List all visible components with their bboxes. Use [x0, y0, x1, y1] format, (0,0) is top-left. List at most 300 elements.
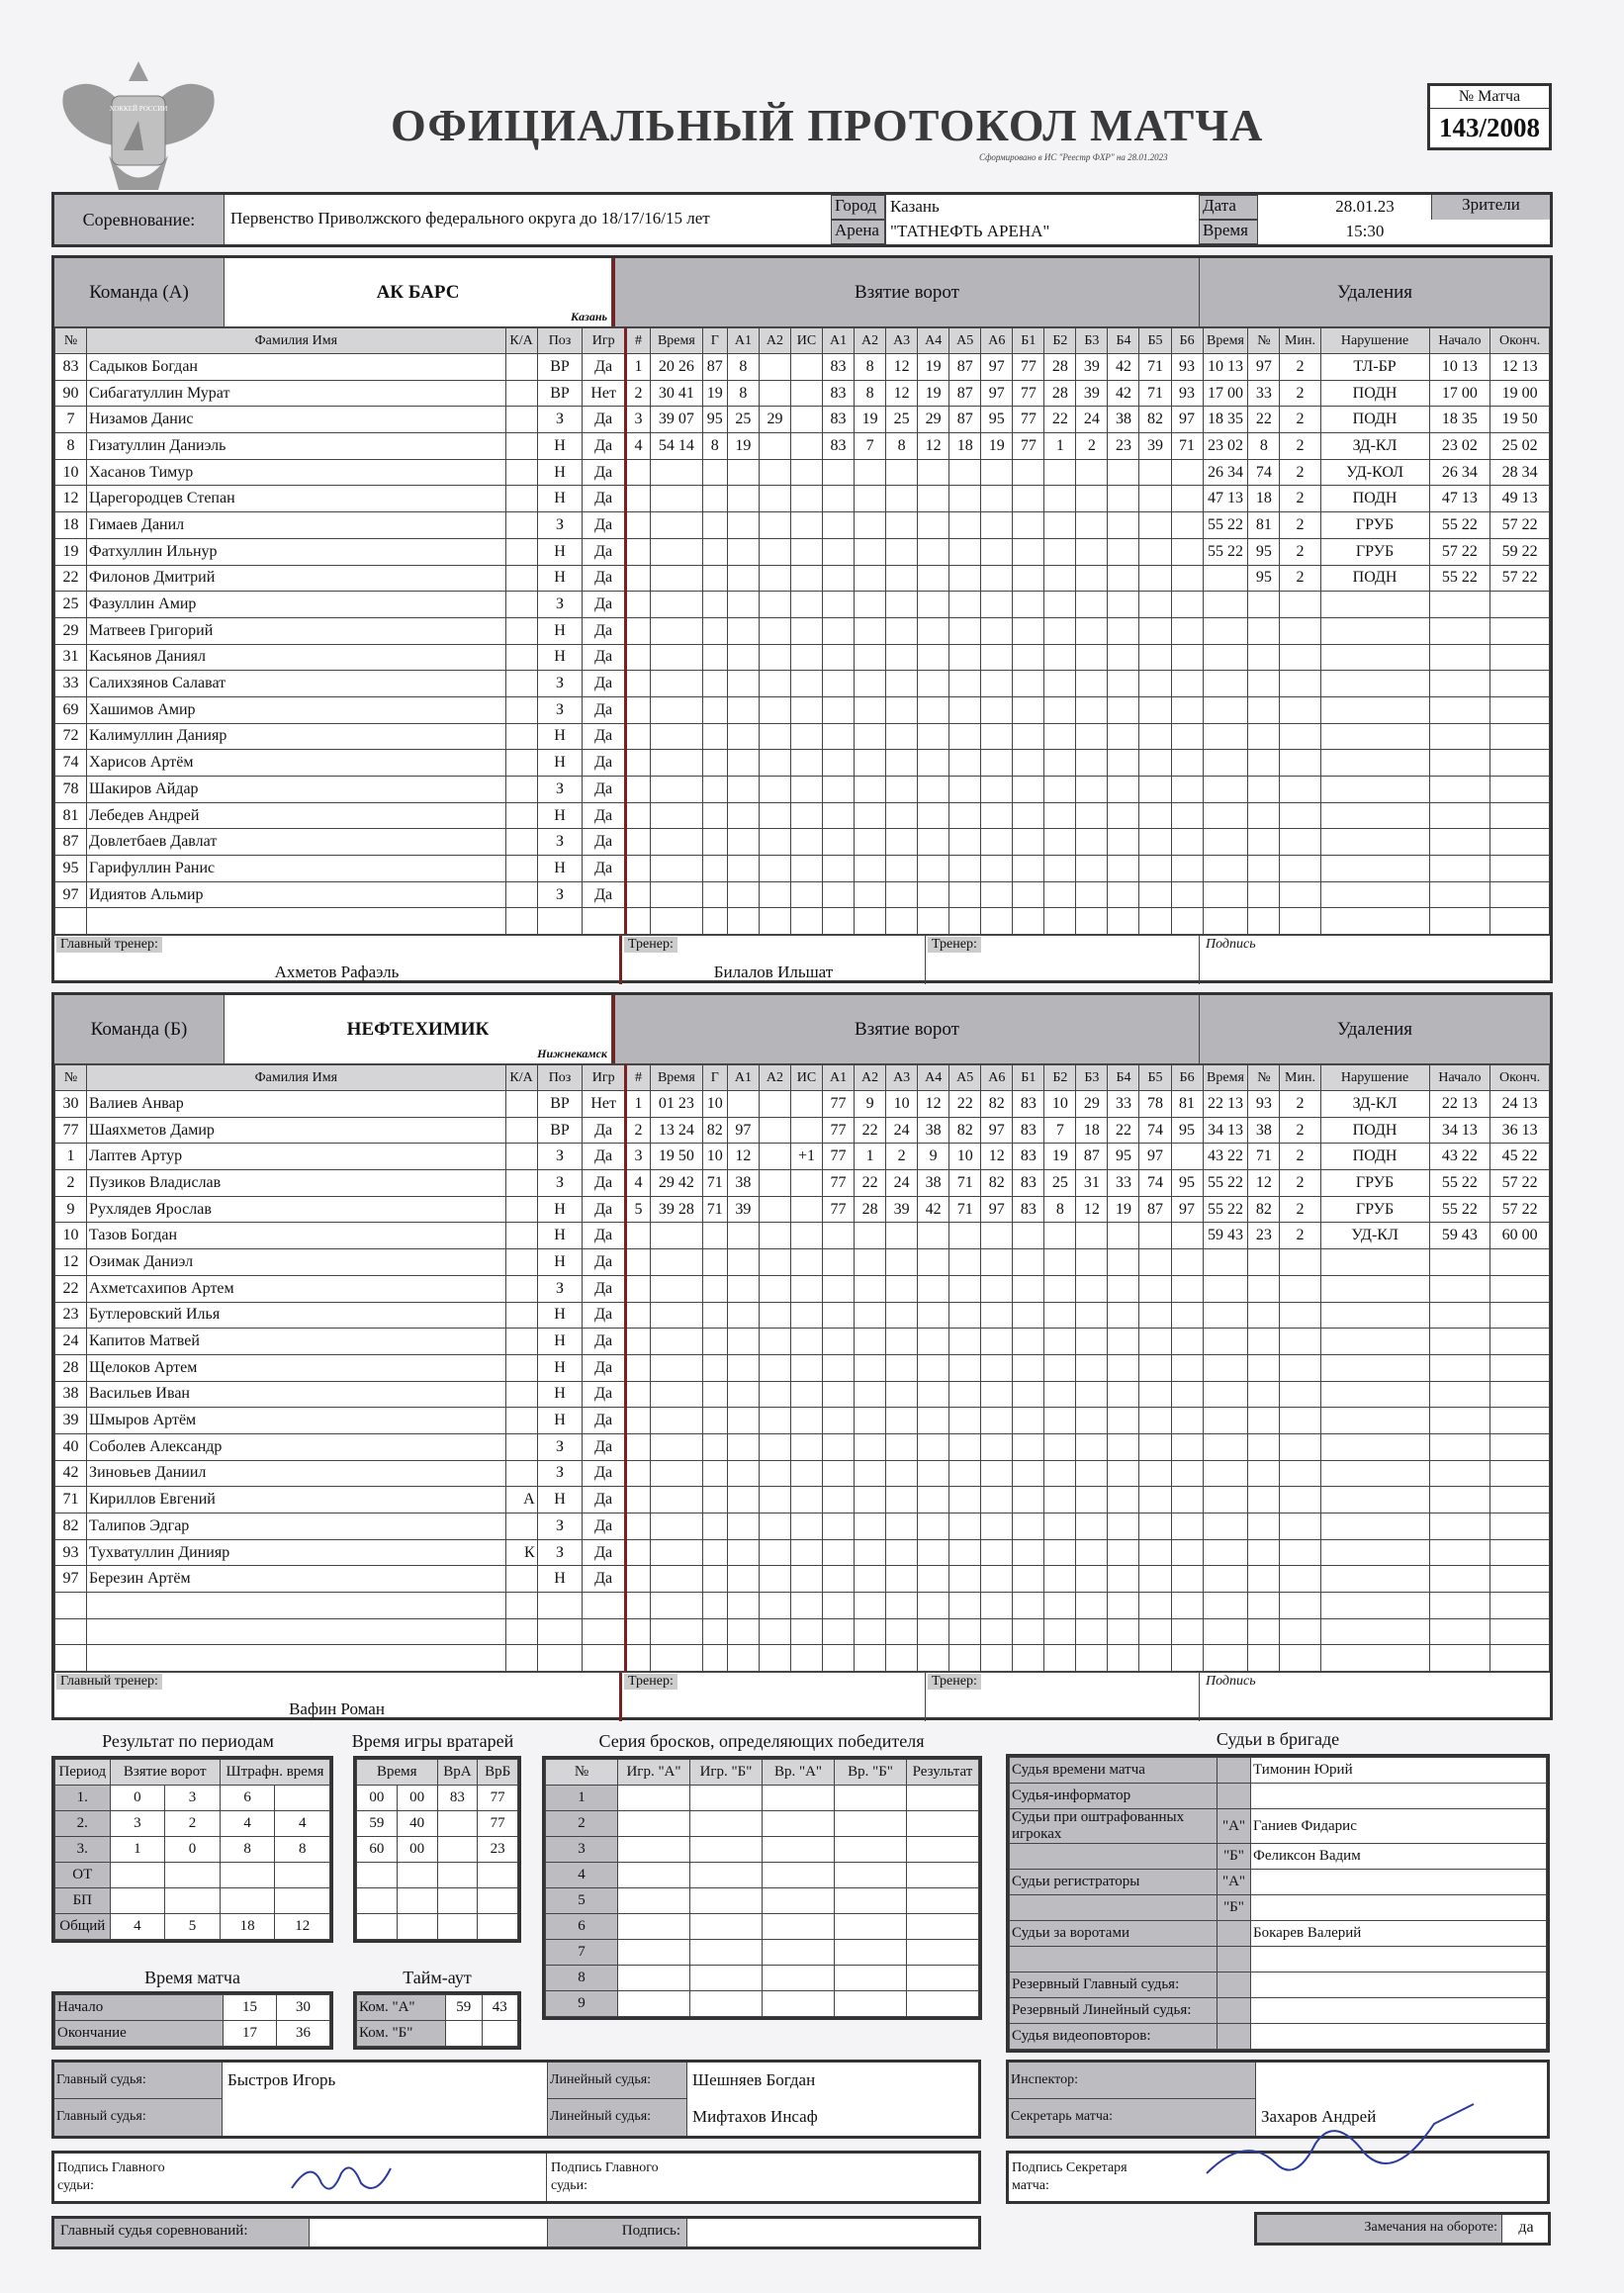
- player-cell: З: [537, 512, 583, 539]
- goalie-cell: [397, 1888, 437, 1914]
- goal-cell: [1171, 565, 1203, 592]
- goal-cell: [702, 1354, 727, 1381]
- player-cell: [87, 908, 506, 935]
- goal-cell: 18: [949, 433, 981, 460]
- penalty-cell: [1320, 1354, 1429, 1381]
- penalty-cell: [1280, 1302, 1320, 1329]
- goal-cell: [790, 617, 822, 644]
- penalty-cell: [1320, 856, 1429, 882]
- player-cell: Да: [583, 881, 625, 908]
- table-row: [55, 829, 1550, 856]
- col-header: Нарушение: [1320, 328, 1429, 354]
- penalty-cell: [1320, 750, 1429, 777]
- penalty-cell: 45 22: [1490, 1144, 1550, 1170]
- player-cell: Да: [583, 512, 625, 539]
- player-cell: Низамов Данис: [87, 407, 506, 433]
- table-row: [55, 856, 1550, 882]
- goal-cell: [759, 617, 790, 644]
- player-cell: [55, 908, 87, 935]
- goal-cell: [1013, 1302, 1044, 1329]
- goal-cell: [1139, 1275, 1171, 1302]
- signature-main-label: Подпись Главного судьи:: [57, 2160, 165, 2193]
- goal-cell: [1044, 802, 1076, 829]
- table-row: [1010, 1758, 1547, 1784]
- period-cell: 1.: [55, 1786, 111, 1811]
- goal-cell: [981, 1249, 1013, 1276]
- goal-cell: [1108, 459, 1139, 486]
- goal-cell: [949, 723, 981, 750]
- col-header: Б1: [1013, 1065, 1044, 1091]
- col-header: А6: [981, 1065, 1013, 1091]
- goal-cell: [1044, 1408, 1076, 1434]
- match-time-title: Время матча: [144, 1968, 240, 1987]
- goal-cell: [823, 538, 855, 565]
- goal-cell: [1044, 1645, 1076, 1672]
- player-cell: Рухлядев Ярослав: [87, 1196, 506, 1223]
- timeout-b-s: [482, 2021, 518, 2047]
- player-cell: Васильев Иван: [87, 1381, 506, 1408]
- penalty-cell: [1203, 696, 1248, 723]
- penalty-cell: [1203, 1433, 1248, 1460]
- goal-cell: 77: [823, 1196, 855, 1223]
- player-cell: Тазов Богдан: [87, 1223, 506, 1249]
- goal-cell: 39 07: [651, 407, 703, 433]
- signature-label: Подпись: [1206, 1674, 1256, 1690]
- player-cell: Шакиров Айдар: [87, 777, 506, 803]
- penalty-cell: [1203, 1408, 1248, 1434]
- penalty-cell: ГРУБ: [1320, 512, 1429, 539]
- penalty-cell: 55 22: [1429, 565, 1490, 592]
- goal-cell: [727, 1460, 759, 1487]
- player-cell: [505, 1091, 537, 1118]
- goal-cell: [727, 908, 759, 935]
- goal-cell: [949, 644, 981, 671]
- document-title: ОФИЦИАЛЬНЫЙ ПРОТОКОЛ МАТЧА: [391, 100, 1264, 150]
- goal-cell: [1013, 565, 1044, 592]
- goal-cell: 97: [1171, 1196, 1203, 1223]
- goal-cell: [886, 1618, 918, 1645]
- goal-cell: [651, 750, 703, 777]
- player-cell: 42: [55, 1460, 87, 1487]
- goal-cell: [981, 644, 1013, 671]
- table-row: [55, 1408, 1550, 1434]
- official-name: Тимонин Юрий: [1251, 1758, 1547, 1784]
- goal-cell: [759, 1091, 790, 1118]
- penalty-cell: 57 22: [1490, 1170, 1550, 1197]
- goal-cell: [625, 1275, 650, 1302]
- penalty-cell: 2: [1280, 1196, 1320, 1223]
- goal-cell: 38: [918, 1117, 949, 1144]
- referee-signature: [282, 2154, 440, 2203]
- player-cell: 9: [55, 1196, 87, 1223]
- official-name: [1251, 1870, 1547, 1895]
- player-cell: З: [537, 696, 583, 723]
- goal-cell: [918, 644, 949, 671]
- goal-cell: [1076, 644, 1108, 671]
- team-label: Команда (А): [54, 258, 225, 326]
- goal-cell: [1044, 1513, 1076, 1540]
- col-header: Период: [55, 1760, 111, 1786]
- player-cell: Да: [583, 777, 625, 803]
- goal-cell: [727, 671, 759, 697]
- goal-cell: 93: [1171, 354, 1203, 381]
- goal-cell: [949, 829, 981, 856]
- col-header: А5: [949, 1065, 981, 1091]
- goal-cell: [918, 723, 949, 750]
- goal-cell: [1108, 829, 1139, 856]
- goal-cell: [918, 565, 949, 592]
- penalty-cell: [1203, 1302, 1248, 1329]
- penalty-cell: 55 22: [1429, 1196, 1490, 1223]
- goal-cell: [949, 1460, 981, 1487]
- goal-cell: [855, 1566, 886, 1593]
- table-row: [55, 486, 1550, 512]
- goal-cell: 8: [727, 380, 759, 407]
- penalty-cell: [1248, 1460, 1280, 1487]
- penalty-cell: [1203, 1618, 1248, 1645]
- goal-cell: [1013, 750, 1044, 777]
- goal-cell: [1076, 750, 1108, 777]
- team-city: Казань: [571, 310, 607, 323]
- goal-cell: [886, 777, 918, 803]
- player-cell: З: [537, 407, 583, 433]
- penalty-cell: [1320, 723, 1429, 750]
- goal-cell: [651, 1223, 703, 1249]
- goal-cell: [625, 617, 650, 644]
- goal-cell: [790, 1196, 822, 1223]
- date-value: 28.01.23: [1335, 197, 1395, 216]
- col-header: А1: [823, 1065, 855, 1091]
- col-header: Игр: [583, 328, 625, 354]
- col-header: ИС: [790, 328, 822, 354]
- goal-cell: [790, 1170, 822, 1197]
- goal-cell: 82: [949, 1117, 981, 1144]
- penalty-cell: [1203, 1275, 1248, 1302]
- col-header: ВрА: [437, 1760, 478, 1786]
- goal-cell: 22: [1044, 407, 1076, 433]
- player-cell: Да: [583, 1513, 625, 1540]
- player-cell: З: [537, 671, 583, 697]
- goal-cell: [625, 1645, 650, 1672]
- goal-cell: [1139, 1539, 1171, 1566]
- player-cell: [505, 592, 537, 618]
- head-coach-label: Главный тренер:: [56, 1674, 162, 1690]
- goal-cell: [823, 1645, 855, 1672]
- official-role: [1010, 1895, 1218, 1921]
- table-row: [55, 1513, 1550, 1540]
- penalty-cell: [1320, 908, 1429, 935]
- player-cell: Да: [583, 617, 625, 644]
- col-header: А4: [918, 328, 949, 354]
- head-coach: Ахметов Рафаэль: [274, 963, 400, 982]
- goal-cell: [790, 1433, 822, 1460]
- goal-cell: [823, 565, 855, 592]
- goal-cell: 87: [949, 380, 981, 407]
- penalty-cell: [1429, 723, 1490, 750]
- goal-cell: [625, 750, 650, 777]
- goal-cell: [727, 1091, 759, 1118]
- player-cell: ВР: [537, 354, 583, 381]
- goal-cell: [886, 671, 918, 697]
- table-row: [546, 1786, 979, 1811]
- goal-cell: [949, 908, 981, 935]
- player-cell: Фатхуллин Ильнур: [87, 538, 506, 565]
- player-cell: Н: [537, 617, 583, 644]
- player-cell: Щелоков Артем: [87, 1354, 506, 1381]
- col-header: А6: [981, 328, 1013, 354]
- goal-cell: [1076, 1566, 1108, 1593]
- goal-cell: [1139, 1249, 1171, 1276]
- player-cell: 40: [55, 1433, 87, 1460]
- goal-cell: [886, 1433, 918, 1460]
- goals-heading: Взятие ворот: [612, 995, 1200, 1063]
- col-header: Б2: [1044, 328, 1076, 354]
- goal-cell: 13 24: [651, 1117, 703, 1144]
- timeout-a-s: 43: [482, 1995, 518, 2021]
- coach2-label: Тренер:: [928, 937, 981, 953]
- player-cell: 95: [55, 856, 87, 882]
- goal-cell: 22: [855, 1170, 886, 1197]
- arena-label: Арена: [831, 220, 885, 244]
- goal-cell: [1044, 459, 1076, 486]
- penalty-cell: ПОДН: [1320, 380, 1429, 407]
- goal-cell: [1108, 1249, 1139, 1276]
- goal-cell: 87: [1139, 1196, 1171, 1223]
- penalty-cell: 34 13: [1429, 1117, 1490, 1144]
- penalty-cell: [1203, 1593, 1248, 1619]
- player-cell: 39: [55, 1408, 87, 1434]
- goal-cell: 87: [949, 354, 981, 381]
- period-cell: [220, 1888, 275, 1914]
- goal-cell: [918, 538, 949, 565]
- official-role: Судья видеоповторов:: [1010, 2024, 1218, 2050]
- player-cell: З: [537, 881, 583, 908]
- line-referee-2: Мифтахов Инсаф: [692, 2107, 818, 2126]
- player-cell: Да: [583, 1249, 625, 1276]
- goal-cell: [790, 881, 822, 908]
- goal-cell: [1013, 1618, 1044, 1645]
- timeout-title: Тайм-аут: [403, 1968, 472, 1987]
- col-header: Б1: [1013, 328, 1044, 354]
- penalty-cell: [1248, 671, 1280, 697]
- table-row: [55, 1837, 330, 1863]
- col-header: №: [1248, 328, 1280, 354]
- player-cell: А: [505, 1487, 537, 1513]
- penalty-cell: [1429, 750, 1490, 777]
- goal-cell: [1108, 1354, 1139, 1381]
- period-cell: 0: [110, 1786, 165, 1811]
- goal-cell: [855, 723, 886, 750]
- goal-cell: 93: [1171, 380, 1203, 407]
- goal-cell: [1076, 1354, 1108, 1381]
- goal-cell: [727, 1408, 759, 1434]
- goal-cell: [1076, 1249, 1108, 1276]
- player-cell: Да: [583, 1144, 625, 1170]
- player-cell: [505, 671, 537, 697]
- goal-cell: [918, 1433, 949, 1460]
- goal-cell: [1013, 1433, 1044, 1460]
- goal-cell: [1108, 1618, 1139, 1645]
- goal-cell: [702, 1329, 727, 1355]
- penalty-cell: 2: [1280, 1223, 1320, 1249]
- arena-value: "ТАТНЕФТЬ АРЕНА": [890, 222, 1050, 240]
- penalty-cell: [1248, 802, 1280, 829]
- penalty-cell: [1280, 1539, 1320, 1566]
- goal-cell: [1139, 856, 1171, 882]
- player-cell: 28: [55, 1354, 87, 1381]
- goal-cell: [727, 1618, 759, 1645]
- goal-cell: 83: [823, 354, 855, 381]
- goal-cell: [1013, 802, 1044, 829]
- penalty-cell: 55 22: [1203, 1170, 1248, 1197]
- penalty-cell: [1280, 1645, 1320, 1672]
- goal-cell: [918, 1408, 949, 1434]
- player-cell: Н: [537, 1381, 583, 1408]
- goal-cell: [855, 1381, 886, 1408]
- goal-cell: [790, 1354, 822, 1381]
- penalty-cell: 23 02: [1429, 433, 1490, 460]
- goal-cell: 83: [823, 407, 855, 433]
- match-end-m: 36: [277, 2021, 330, 2047]
- col-header: Поз: [537, 1065, 583, 1091]
- goal-cell: [1013, 1487, 1044, 1513]
- penalty-cell: 2: [1280, 433, 1320, 460]
- penalty-cell: [1280, 1593, 1320, 1619]
- goal-cell: [1013, 1408, 1044, 1434]
- goal-cell: [855, 459, 886, 486]
- penalty-cell: [1280, 1618, 1320, 1645]
- official-team: "Б": [1218, 1844, 1251, 1870]
- official-team: "А": [1218, 1870, 1251, 1895]
- penalty-cell: [1320, 1408, 1429, 1434]
- penalty-cell: [1248, 829, 1280, 856]
- goal-cell: [702, 829, 727, 856]
- goal-cell: [918, 777, 949, 803]
- goal-cell: [1013, 644, 1044, 671]
- goal-cell: [790, 856, 822, 882]
- penalty-cell: 2: [1280, 380, 1320, 407]
- goal-cell: 97: [1139, 1144, 1171, 1170]
- col-header: Время: [1203, 328, 1248, 354]
- penalty-cell: [1280, 1329, 1320, 1355]
- penalty-cell: 10 13: [1203, 354, 1248, 381]
- goal-cell: [1108, 802, 1139, 829]
- goal-cell: [1171, 459, 1203, 486]
- goal-cell: [1171, 829, 1203, 856]
- goal-cell: [886, 1249, 918, 1276]
- penalty-cell: [1320, 1593, 1429, 1619]
- penalty-cell: [1248, 750, 1280, 777]
- penalty-cell: [1248, 1487, 1280, 1513]
- player-cell: [505, 1302, 537, 1329]
- player-cell: Н: [537, 486, 583, 512]
- goal-cell: [886, 1513, 918, 1540]
- player-cell: [583, 1593, 625, 1619]
- goal-cell: 30 41: [651, 380, 703, 407]
- notes-box: [1254, 2212, 1551, 2246]
- goal-cell: [727, 565, 759, 592]
- goal-cell: [823, 750, 855, 777]
- penalty-cell: [1203, 592, 1248, 618]
- player-cell: Касьянов Даниял: [87, 644, 506, 671]
- goal-cell: 77: [823, 1170, 855, 1197]
- goal-cell: [1171, 1460, 1203, 1487]
- penalty-cell: [1490, 1593, 1550, 1619]
- penalty-cell: [1248, 1513, 1280, 1540]
- goal-cell: [1108, 565, 1139, 592]
- goal-cell: [702, 723, 727, 750]
- player-cell: Н: [537, 1329, 583, 1355]
- penalty-cell: 55 22: [1203, 512, 1248, 539]
- goal-cell: [949, 1433, 981, 1460]
- goal-cell: [949, 1329, 981, 1355]
- goal-cell: [918, 696, 949, 723]
- table-row: [546, 1914, 979, 1940]
- goal-cell: [625, 671, 650, 697]
- player-cell: Да: [583, 1566, 625, 1593]
- goal-cell: 29 42: [651, 1170, 703, 1197]
- goal-cell: 12: [981, 1144, 1013, 1170]
- player-cell: Н: [537, 1487, 583, 1513]
- col-header: №: [55, 1065, 87, 1091]
- penalty-cell: [1490, 881, 1550, 908]
- goal-cell: 83: [823, 380, 855, 407]
- player-cell: З: [537, 1539, 583, 1566]
- goal-cell: [1044, 538, 1076, 565]
- penalty-cell: [1429, 1302, 1490, 1329]
- goal-cell: [651, 723, 703, 750]
- goal-cell: [790, 459, 822, 486]
- goal-cell: [651, 538, 703, 565]
- goal-cell: [1076, 777, 1108, 803]
- goal-cell: 10: [702, 1091, 727, 1118]
- penalty-cell: ПОДН: [1320, 407, 1429, 433]
- goal-cell: 19: [1044, 1144, 1076, 1170]
- goal-cell: 2: [625, 1117, 650, 1144]
- goal-cell: [790, 1513, 822, 1540]
- penalty-cell: [1429, 1645, 1490, 1672]
- penalty-cell: [1248, 644, 1280, 671]
- goal-cell: 82: [981, 1091, 1013, 1118]
- table-row: [55, 1302, 1550, 1329]
- goal-cell: [855, 671, 886, 697]
- goal-cell: [1013, 671, 1044, 697]
- goal-cell: [981, 671, 1013, 697]
- player-cell: Хашимов Амир: [87, 696, 506, 723]
- player-cell: Идиятов Альмир: [87, 881, 506, 908]
- official-role: Судьи регистраторы: [1010, 1870, 1218, 1895]
- goal-cell: 25: [1044, 1170, 1076, 1197]
- player-cell: [505, 723, 537, 750]
- player-cell: Н: [537, 644, 583, 671]
- player-cell: Талипов Эдгар: [87, 1513, 506, 1540]
- goal-cell: [981, 565, 1013, 592]
- table-row: [55, 1381, 1550, 1408]
- player-cell: 18: [55, 512, 87, 539]
- goal-cell: [981, 1223, 1013, 1249]
- penalty-cell: 59 43: [1429, 1223, 1490, 1249]
- col-header: А1: [727, 1065, 759, 1091]
- player-cell: Да: [583, 459, 625, 486]
- player-cell: Тухватуллин Динияр: [87, 1539, 506, 1566]
- goal-cell: [823, 777, 855, 803]
- player-cell: [505, 1513, 537, 1540]
- player-cell: 77: [55, 1117, 87, 1144]
- goal-cell: [727, 723, 759, 750]
- goal-cell: [759, 1566, 790, 1593]
- player-cell: З: [537, 592, 583, 618]
- goal-cell: [1044, 486, 1076, 512]
